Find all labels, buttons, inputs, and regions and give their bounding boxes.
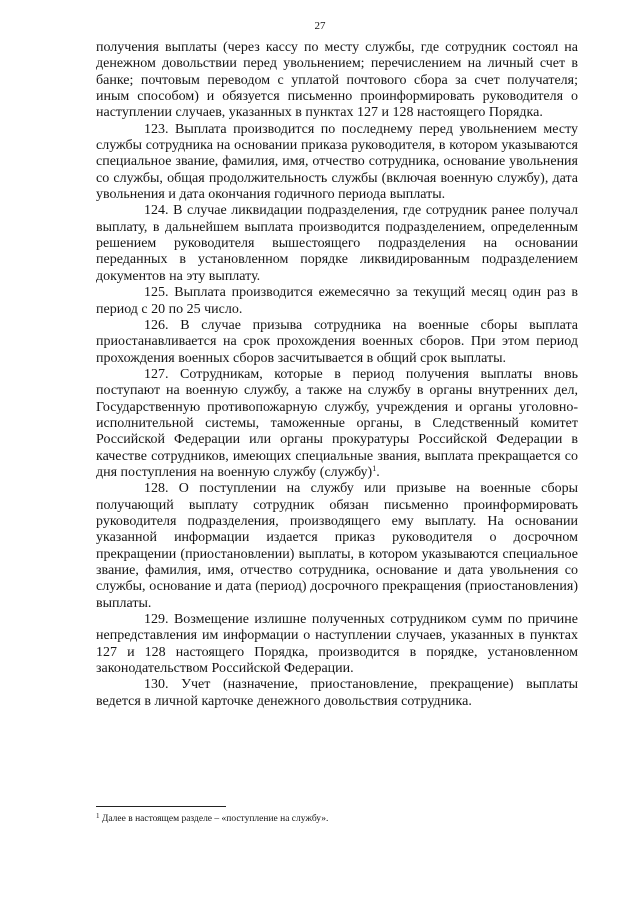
paragraph-127: 127. Сотрудникам, которые в период получения выплаты вновь поступают на военную службу, а также на службу в органы внутренних дел, Государственную противопожарную службу, учреждения и органы уголовно-исполнительной системы, таможенные органы, в Следственный комитет Российской Федерации или органы прокуратуры Российской Федерации в качестве сотрудников, имеющих специальные звания, выплата прекращается со дня поступления на военную службу (службу)$^1$. [96, 366, 578, 480]
paragraph-128: 128. О поступлении на службу или призыве на военные сборы получающий выплату сотрудник обязан письменно проинформировать руководителя подразделения, производящего ему выплату. На основании указанной информации издается приказ руководителя о досрочном прекращении (приостановлении) выплаты, в котором указываются специальное звание, фамилия, имя, отчество сотрудника, основание и дата увольнения со службы, основание и дата (период) досрочного прекращения (приостановления) выплаты. [96, 481, 578, 611]
paragraph-127-text: 127. Сотрудникам, которые в период получения выплаты вновь поступают на военную службу, а также на службу в органы внутренних дел, Государственную противопожарную службу, учреждения и органы уголовно-исполнительной системы, таможенные органы, в Следственный комитет Российской Федерации или органы прокуратуры Российской Федерации в качестве сотрудников, имеющих специальные звания, выплата прекращается со дня поступления на военную службу (службу) [96, 366, 578, 480]
paragraph-130: 130. Учет (назначение, приостановление, прекращение) выплаты ведется в личной карточке денежного довольствия сотрудника. [96, 677, 578, 709]
paragraph-continuation: получения выплаты (через кассу по месту службы, где сотрудник состоял на денежном довольствии перед увольнением; перечислением на личный счет в банке; почтовым переводом с уплатой почтового сбора за счет получателя; иным способом) и обязуется письменно проинформировать руководителя о наступлении случаев, указанных в пунктах 127 и 128 настоящего Порядка. [96, 40, 578, 121]
paragraph-124: 124. В случае ликвидации подразделения, где сотрудник ранее получал выплату, в дальнейшем выплата производится подразделением, определенным решением руководителя вышестоящего подразделения на основании переданных в установленном порядке ликвидированным подразделением документов на эту выплату. [96, 203, 578, 284]
paragraph-123: 123. Выплата производится по последнему перед увольнением месту службы сотрудника на основании приказа руководителя, в котором указываются специальное звание, фамилия, имя, отчество сотрудника, основание увольнения со службы, общая продолжительность службы (включая военную службу), дата увольнения и дата окончания годичного периода выплаты. [96, 121, 578, 203]
footnote-divider [96, 806, 226, 807]
footnote-marker: 1 [96, 812, 100, 820]
document-body [96, 40, 578, 710]
footnote [96, 813, 578, 825]
page-number: 27 [314, 20, 326, 32]
footnote-text: Далее в настоящем разделе – «поступление на службу». [101, 814, 329, 824]
paragraph-126: 126. В случае призыва сотрудника на военные сборы выплата приостанавливается на срок прохождения военных сборов. При этом период прохождения военных сборов засчитывается в общий срок выплаты. [96, 317, 578, 366]
paragraph-125: 125. Выплата производится ежемесячно за текущий месяц один раз в период с 20 по 25 число. [96, 285, 578, 317]
paragraph-129: 129. Возмещение излишне полученных сотрудником сумм по причине непредставления им информации о наступлении случаев, указанных в пунктах 127 и 128 настоящего Порядка, производится в порядке, установленном законодательством Российской Федерации. [96, 612, 578, 677]
footnote-reference: 1 [372, 463, 377, 473]
